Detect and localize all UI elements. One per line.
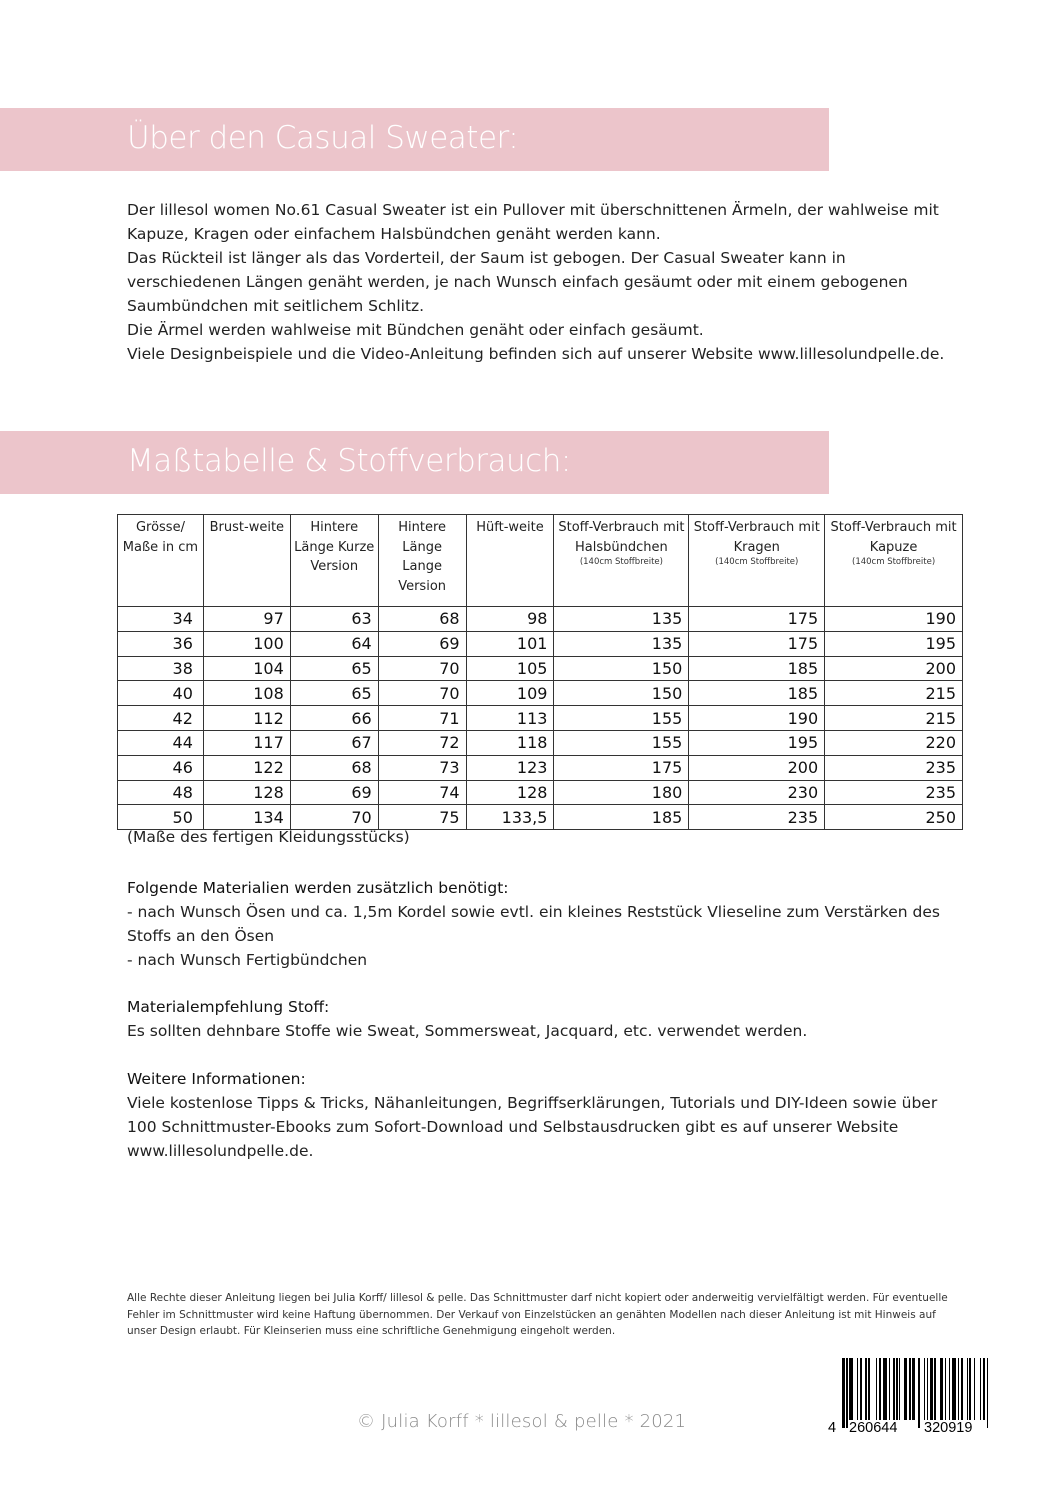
table-cell: 109	[466, 681, 554, 706]
table-cell: 68	[378, 607, 466, 632]
table-cell: 123	[466, 755, 554, 780]
barcode-bar	[974, 1358, 975, 1420]
fabric-heading: Materialempfehlung Stoff:	[127, 998, 330, 1016]
table-cell: 230	[689, 780, 825, 805]
materials-item: - nach Wunsch Ösen und ca. 1,5m Kordel sowie evtl. ein kleines Reststück Vlieseline zum Verstärken des Stoffs an den Ösen	[127, 903, 940, 945]
table-cell: 235	[825, 755, 963, 780]
table-cell: 175	[689, 607, 825, 632]
size-table	[117, 514, 963, 830]
barcode-bar	[912, 1358, 915, 1420]
table-cell: 38	[118, 656, 204, 681]
column-header-label: Hintere Länge Kurze Version	[294, 520, 375, 574]
table-note: (Maße des fertigen Kleidungsstücks)	[127, 828, 410, 846]
about-paragraph: Das Rückteil ist länger als das Vorderteil, der Saum ist gebogen. Der Casual Sweater kann in verschiedenen Längen genäht werden, je nach Wunsch einfach gesäumt oder mit einem gebogenen Saumbündchen mit seitlichem Schlitz.	[127, 249, 908, 315]
barcode-bar	[846, 1358, 847, 1428]
barcode-bar	[842, 1358, 845, 1428]
barcode-bar	[967, 1358, 968, 1420]
barcode-bar	[918, 1358, 919, 1428]
table-cell: 155	[554, 706, 689, 731]
barcode-bar	[860, 1358, 863, 1420]
table-cell: 175	[554, 755, 689, 780]
column-header-label: Stoff-Verbrauch mit Halsbündchen	[558, 520, 685, 555]
barcode-bar	[949, 1358, 950, 1420]
column-header	[689, 515, 825, 607]
barcode-bar	[909, 1358, 910, 1420]
table-cell: 97	[203, 607, 290, 632]
table-banner	[0, 431, 829, 494]
table-cell: 128	[466, 780, 554, 805]
table-cell: 75	[378, 805, 466, 830]
barcode-bar	[893, 1358, 894, 1420]
table-cell: 215	[825, 681, 963, 706]
column-header-label: Hüft-weite	[476, 520, 544, 535]
table-cell: 46	[118, 755, 204, 780]
barcode-bar	[865, 1358, 866, 1420]
table-cell: 185	[554, 805, 689, 830]
table-cell: 108	[203, 681, 290, 706]
table-cell: 42	[118, 706, 204, 731]
column-header	[554, 515, 689, 607]
barcode-bar	[983, 1358, 986, 1420]
column-header-note: (140cm Stoffbreite)	[715, 557, 799, 567]
column-header	[466, 515, 554, 607]
table-cell: 40	[118, 681, 204, 706]
table-cell: 185	[689, 681, 825, 706]
barcode-digits	[828, 1420, 990, 1440]
materials-item: - nach Wunsch Fertigbündchen	[127, 951, 368, 969]
table-cell: 72	[378, 730, 466, 755]
table-row	[118, 706, 963, 731]
barcode-bar	[980, 1358, 981, 1420]
table-cell: 70	[290, 805, 378, 830]
table-cell: 98	[466, 607, 554, 632]
table-cell: 195	[689, 730, 825, 755]
table-row	[118, 656, 963, 681]
table-cell: 67	[290, 730, 378, 755]
info-text: Viele kostenlose Tipps & Tricks, Nähanleitungen, Begriffserklärungen, Tutorials und DIY-Ideen sowie über 100 Schnittmuster-Ebooks zum Sofort-Download und Selbstausdrucken gibt es auf unserer Website www.lillesolundpelle.de.	[127, 1094, 938, 1160]
table-cell: 150	[554, 681, 689, 706]
column-header	[825, 515, 963, 607]
column-header-label: Grösse/ Maße in cm	[122, 520, 199, 555]
table-row	[118, 805, 963, 830]
table-cell: 44	[118, 730, 204, 755]
table-cell: 185	[689, 656, 825, 681]
table-cell: 65	[290, 681, 378, 706]
column-header-label: Stoff-Verbrauch mit Kragen	[693, 520, 820, 555]
about-paragraph: Viele Designbeispiele und die Video-Anleitung befinden sich auf unserer Website www.lillesolundpelle.de.	[127, 345, 945, 363]
column-header-note: (140cm Stoffbreite)	[579, 557, 663, 567]
barcode-bar	[889, 1358, 890, 1420]
table-cell: 155	[554, 730, 689, 755]
table-row	[118, 631, 963, 656]
table-cell: 250	[825, 805, 963, 830]
column-header-label: Brust-weite	[209, 520, 285, 535]
column-header	[203, 515, 290, 607]
barcode-bar	[896, 1358, 897, 1420]
barcode-bar	[924, 1358, 925, 1420]
table-cell: 66	[290, 706, 378, 731]
barcode-bar	[899, 1358, 900, 1420]
column-header-label: Hintere Länge Lange Version	[398, 520, 447, 594]
table-cell: 150	[554, 656, 689, 681]
table-cell: 63	[290, 607, 378, 632]
table-cell: 48	[118, 780, 204, 805]
column-header	[378, 515, 466, 607]
table-cell: 195	[825, 631, 963, 656]
table-cell: 104	[203, 656, 290, 681]
barcode-bar	[961, 1358, 964, 1420]
table-cell: 180	[554, 780, 689, 805]
table-cell: 34	[118, 607, 204, 632]
table-cell: 122	[203, 755, 290, 780]
legal-notice: Alle Rechte dieser Anleitung liegen bei Julia Korff/ lillesol & pelle. Das Schnittmuster darf nicht kopiert oder anderweitig vervielfältigt werden. Für eventuelle Fehler im Schnittmuster wird keine Haftung übernommen. Der Verkauf von Einzelstücken an genähten Modellen nach dieser Anleitung ist mit Hinweis auf unser Design erlaubt. Für Kleinserien muss eine schriftliche Genehmigung eingeholt werden.	[127, 1292, 948, 1337]
barcode-bar	[857, 1358, 858, 1420]
table-cell: 70	[378, 681, 466, 706]
info-section	[127, 1067, 957, 1163]
table-cell: 135	[554, 631, 689, 656]
column-header	[118, 515, 204, 607]
table-cell: 100	[203, 631, 290, 656]
table-heading: Maßtabelle & Stoffverbrauch:	[127, 443, 571, 479]
table-cell: 235	[825, 780, 963, 805]
table-cell: 64	[290, 631, 378, 656]
table-cell: 235	[689, 805, 825, 830]
materials-heading: Folgende Materialien werden zusätzlich benötigt:	[127, 879, 509, 897]
about-paragraph: Der lillesol women No.61 Casual Sweater ist ein Pullover mit überschnittenen Ärmeln, der wahlweise mit Kapuze, Kragen oder einfachem Halsbündchen genäht werden kann.	[127, 201, 939, 243]
table-cell: 73	[378, 755, 466, 780]
table-cell: 215	[825, 706, 963, 731]
barcode-bar	[934, 1358, 935, 1420]
table-row	[118, 730, 963, 755]
table-cell: 220	[825, 730, 963, 755]
size-table-body	[118, 607, 963, 830]
barcode	[828, 1358, 990, 1442]
table-cell: 175	[689, 631, 825, 656]
table-cell: 200	[825, 656, 963, 681]
materials-section	[127, 876, 957, 972]
table-cell: 105	[466, 656, 554, 681]
table-cell: 69	[290, 780, 378, 805]
barcode-bar	[945, 1358, 946, 1420]
table-cell: 74	[378, 780, 466, 805]
table-cell: 68	[290, 755, 378, 780]
barcode-digit-group: 260644	[849, 1420, 898, 1436]
barcode-bar	[849, 1358, 853, 1420]
table-cell: 50	[118, 805, 204, 830]
table-row	[118, 780, 963, 805]
about-paragraph: Die Ärmel werden wahlweise mit Bündchen genäht oder einfach gesäumt.	[127, 321, 704, 339]
size-table-header	[118, 515, 963, 607]
barcode-bar	[883, 1358, 887, 1420]
about-banner	[0, 108, 829, 171]
barcode-bar	[876, 1358, 877, 1420]
barcode-bar	[958, 1358, 959, 1420]
barcode-bar	[879, 1358, 882, 1420]
barcode-bar	[927, 1358, 928, 1420]
barcode-bar	[952, 1358, 956, 1420]
about-heading: Über den Casual Sweater:	[127, 120, 519, 156]
table-cell: 128	[203, 780, 290, 805]
table-cell: 134	[203, 805, 290, 830]
copyright-footer: © Julia Korff * lillesol & pelle * 2021	[357, 1411, 687, 1432]
about-text	[127, 198, 947, 366]
table-cell: 133,5	[466, 805, 554, 830]
fabric-text: Es sollten dehnbare Stoffe wie Sweat, Sommersweat, Jacquard, etc. verwendet werden.	[127, 1022, 808, 1040]
table-row	[118, 607, 963, 632]
table-cell: 135	[554, 607, 689, 632]
column-header-note: (140cm Stoffbreite)	[852, 557, 936, 567]
table-cell: 65	[290, 656, 378, 681]
barcode-digit-group: 4	[828, 1420, 837, 1436]
table-cell: 36	[118, 631, 204, 656]
table-cell: 101	[466, 631, 554, 656]
table-cell: 117	[203, 730, 290, 755]
barcode-bar	[969, 1358, 970, 1420]
table-cell: 71	[378, 706, 466, 731]
table-cell: 112	[203, 706, 290, 731]
barcode-bar	[940, 1358, 943, 1420]
table-cell: 190	[689, 706, 825, 731]
column-header-label: Stoff-Verbrauch mit Kapuze	[830, 520, 957, 555]
barcode-bar	[987, 1358, 988, 1428]
table-cell: 69	[378, 631, 466, 656]
table-cell: 200	[689, 755, 825, 780]
fabric-section	[127, 995, 957, 1043]
table-cell: 190	[825, 607, 963, 632]
table-cell: 118	[466, 730, 554, 755]
barcode-bars	[842, 1358, 990, 1420]
barcode-bar	[930, 1358, 933, 1420]
table-row	[118, 755, 963, 780]
info-heading: Weitere Informationen:	[127, 1070, 306, 1088]
column-header	[290, 515, 378, 607]
table-cell: 70	[378, 656, 466, 681]
table-cell: 113	[466, 706, 554, 731]
table-row	[118, 681, 963, 706]
barcode-bar	[904, 1358, 908, 1420]
barcode-digit-group: 320919	[924, 1420, 973, 1436]
barcode-bar	[868, 1358, 869, 1420]
